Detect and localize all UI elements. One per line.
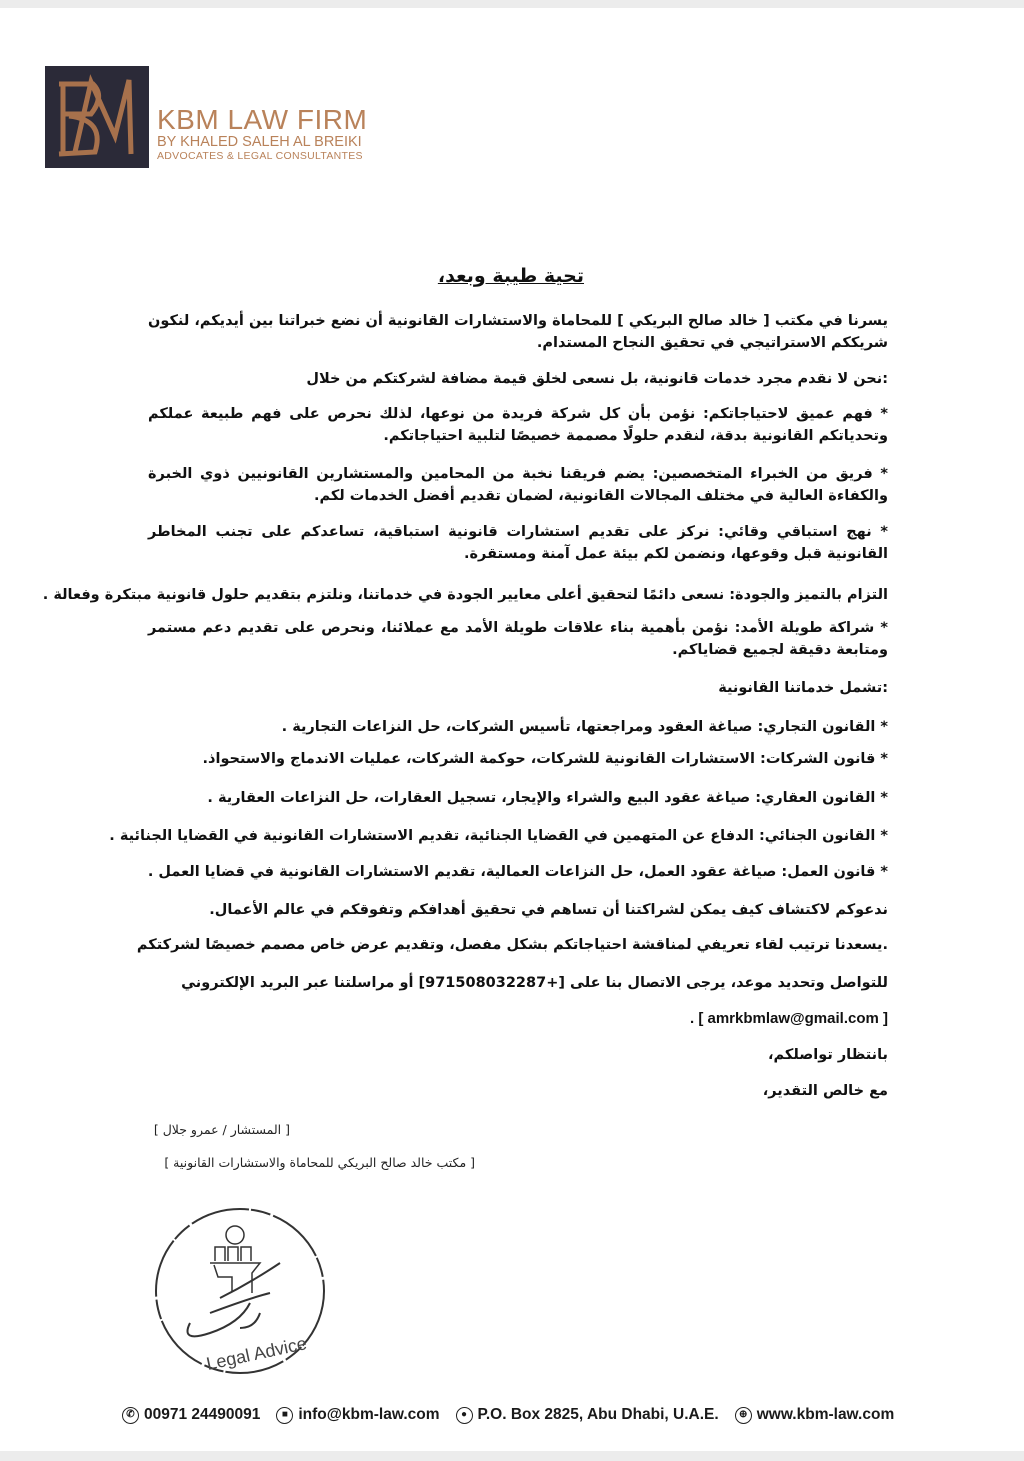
value-item: * نهج استباقي وقائي: نركز على تقديم استشارات قانونية استباقية، تساعدكم على تجنب المخاطر القانونية قبل وقوعها، ونضمن لكم بيئة عمل آمنة ومستقرة.	[148, 524, 888, 562]
service-item: * قانون الشركات: الاستشارات القانونية للشركات، حوكمة الشركات، عمليات الاندماج والاستحواذ.	[202, 751, 888, 767]
service-item: * القانون العقاري: صياغة عقود البيع والشراء والإيجار، تسجيل العقارات، حل النزاعات العقارية .	[207, 790, 888, 806]
letter-page	[0, 8, 1024, 1451]
closing-line: بانتظار تواصلكم،	[768, 1047, 888, 1063]
kbm-logo-monogram	[45, 66, 149, 168]
services-heading: :تشمل خدماتنا القانونية	[718, 680, 888, 696]
service-item: * قانون العمل: صياغة عقود العمل، حل النزاعات العمالية، تقديم الاستشارات القانونية في قضايا العمل .	[147, 864, 888, 880]
service-item: * القانون التجاري: صياغة العقود ومراجعتها، تأسيس الشركات، حل النزاعات التجارية .	[281, 719, 888, 735]
value-item: التزام بالتميز والجودة: نسعى دائمًا لتحقيق أعلى معايير الجودة في خدماتنا، ونلتزم بتقديم حلول قانونية مبتكرة وفعالة .	[42, 587, 888, 603]
phone-icon: ✆	[122, 1407, 139, 1424]
footer-contact-bar	[122, 1406, 894, 1424]
closing-line: مع خالص التقدير،	[762, 1083, 888, 1099]
legal-advice-stamp	[150, 1203, 330, 1387]
stamp-text: Legal Advice	[204, 1333, 309, 1374]
footer-email: info@kbm-law.com	[298, 1406, 440, 1423]
value-item: * فهم عميق لاحتياجاتكم: نؤمن بأن كل شركة فريدة من نوعها، لذلك نحرص على فهم طبيعة عملكم وتحدياتكم القانونية بدقة، لنقدم حلولًا مصممة خصيصًا لتلبية احتياجاتكم.	[148, 406, 888, 444]
email-icon: ■	[276, 1407, 293, 1424]
footer-website: www.kbm-law.com	[756, 1406, 895, 1423]
globe-icon: ⊕	[735, 1407, 752, 1424]
firm-name: KBM LAW FIRM	[157, 104, 368, 135]
firm-tagline: ADVOCATES & LEGAL CONSULTANTES	[157, 150, 363, 162]
intro-paragraph: يسرنا في مكتب [ خالد صالح البريكي ] للمحاماة والاستشارات القانونية أن نضع خبراتنا بين أيديكم، لنكون شريككم الاستراتيجي في تحقيق النجاح المستدام.	[148, 313, 888, 351]
contact-paragraph: للتواصل وتحديد موعد، يرجى الاتصال بنا على [+971508032287] أو مراسلتنا عبر البريد الإلكتروني	[181, 975, 888, 991]
footer-phone: 00971 24490091	[144, 1406, 261, 1423]
value-item: * شراكة طويلة الأمد: نؤمن بأهمية بناء علاقات طويلة الأمد مع عملائنا، ونحرص على تقديم دعم مستمر ومتابعة دقيقة لجميع قضاياكم.	[148, 620, 888, 658]
greeting-heading: تحية طيبة وبعد،	[437, 265, 584, 287]
value-item: * فريق من الخبراء المتخصصين: يضم فريقنا نخبة من المحامين والمستشارين القانونيين ذوي الخبرة والكفاءة العالية في مختلف المجالات القانونية، لضمان تقديم أفضل الخدمات لكم.	[148, 466, 888, 504]
footer-address: P.O. Box 2825, Abu Dhabi, U.A.E.	[477, 1406, 719, 1423]
office-name: [ مكتب خالد صالح البريكي للمحاماة والاستشارات القانونية ]	[164, 1155, 475, 1170]
service-item: * القانون الجنائي: الدفاع عن المتهمين في القضايا الجنائية، تقديم الاستشارات القانونية في القضايا الجنائية .	[109, 828, 888, 844]
firm-logo-text	[157, 106, 367, 162]
invite-paragraph: ندعوكم لاكتشاف كيف يمكن لشراكتنا أن تساهم في تحقيق أهدافكم وتفوقكم في عالم الأعمال.	[209, 902, 888, 918]
lead-paragraph: :نحن لا نقدم مجرد خدمات قانونية، بل نسعى لخلق قيمة مضافة لشركتكم من خلال	[306, 371, 888, 387]
contact-email: . [ amrkbmlaw@gmail.com ]	[689, 1010, 888, 1027]
firm-subtitle: BY KHALED SALEH AL BREIKI	[157, 134, 362, 150]
meeting-paragraph: .يسعدنا ترتيب لقاء تعريفي لمناقشة احتياجاتكم بشكل مفصل، وتقديم عرض خاص مصمم خصيصًا لشركتكم	[136, 937, 888, 953]
location-pin-icon: ●	[456, 1407, 473, 1424]
signatory-name: [ المستشار / عمرو جلال ]	[153, 1122, 290, 1137]
